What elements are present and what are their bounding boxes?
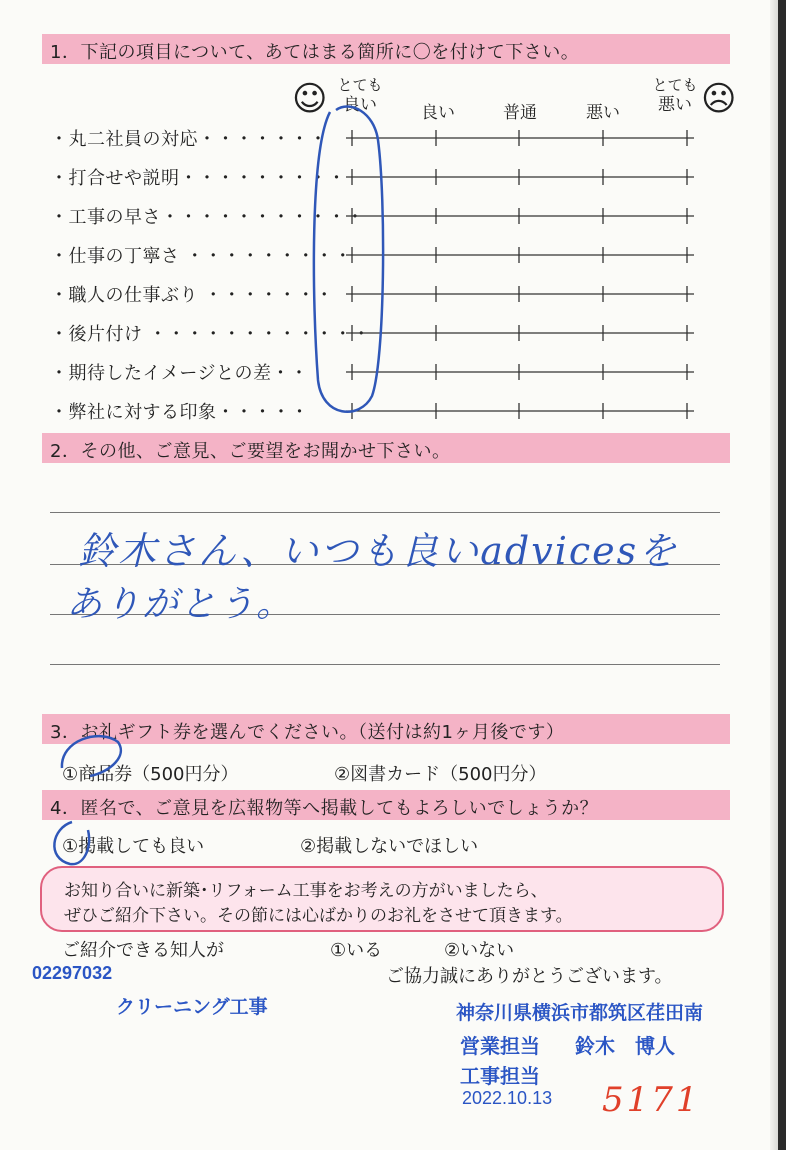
publish-option-1: ①掲載しても良い [62,836,205,857]
rating-item-label: ・後片付け ・・・・・・・・・・・・ [50,324,371,345]
referral-option-yes: ①いる [330,940,383,961]
scale-very-good-top: とても [337,76,383,94]
handwritten-circle-gift-1 [62,736,121,776]
section-4-title: 4．匿名で、ご意見を広報物等へ掲載してもよろしいでしょうか？ [50,798,599,819]
sad-face-icon: ☹ [701,79,737,119]
handwritten-comment-line-1: 鈴木さん、いつも良いadvicesを [78,529,679,573]
gift-option-2: ②図書カード（500円分） [334,764,547,785]
sales-rep-name: 鈴木 博人 [575,1036,675,1058]
rating-item-label: ・職人の仕事ぶり ・・・・・・・ [50,285,334,306]
thanks-message: ご協力誠にありがとうございます。 [386,966,673,987]
happy-face-icon: ☺ [292,79,328,119]
scale-very-good-bottom: 良い [343,95,377,115]
notice-line-2: ぜひご紹介下さい。その節には心ばかりのお礼をさせて頂きます。 [64,906,573,926]
referral-option-no: ②いない [444,940,515,961]
stamp-date: 2022.10.13 [462,1088,553,1108]
company-address: 神奈川県横浜市都筑区荏田南 [456,1003,704,1024]
scale-very-bad-top: とても [652,76,698,94]
rating-item-label: ・打合せや説明・・・・・・・・・ [50,168,346,189]
customer-code: 02297032 [32,963,113,983]
rating-item-label: ・丸二社員の対応・・・・・・・ [50,129,328,150]
publish-option-2: ②掲載しないでほしい [300,836,479,857]
rating-item-label: ・期待したイメージとの差・・ [50,363,309,384]
sales-rep-label: 営業担当 [460,1036,540,1058]
rating-item-label: ・弊社に対する印象・・・・・ [50,402,309,423]
handwritten-serial-number: 5171 [602,1080,701,1120]
scale-very-bad-bottom: 悪い [658,95,692,115]
work-type: クリーニング工事 [116,997,268,1018]
rating-item-label: ・仕事の丁寧さ ・・・・・・・・・ [50,246,353,267]
gift-option-1: ①商品券（500円分） [62,764,239,785]
section-2-title: 2．その他、ご意見、ご要望をお聞かせ下さい。 [50,441,451,462]
handwritten-loop-very-good [314,107,383,412]
notice-line-1: お知り合いに新築･リフォーム工事をお考えの方がいましたら、 [64,881,548,901]
referral-label: ご紹介できる知人が [62,940,224,961]
handwritten-comment-line-2: ありがとう。 [66,584,295,625]
scale-good: 良い [421,103,455,123]
construction-rep-label: 工事担当 [460,1066,540,1088]
scale-bad: 悪い [586,103,620,123]
scale-normal: 普通 [503,103,537,123]
section-3-title: 3．お礼ギフト券を選んでください。（送付は約1ヶ月後です） [50,722,565,743]
handwritten-circle-publish-1 [54,822,89,864]
rating-item-label: ・工事の早さ・・・・・・・・・・・ [50,207,365,228]
section-1-title: 1．下記の項目について、あてはまる箇所に〇を付けて下さい。 [50,42,580,63]
